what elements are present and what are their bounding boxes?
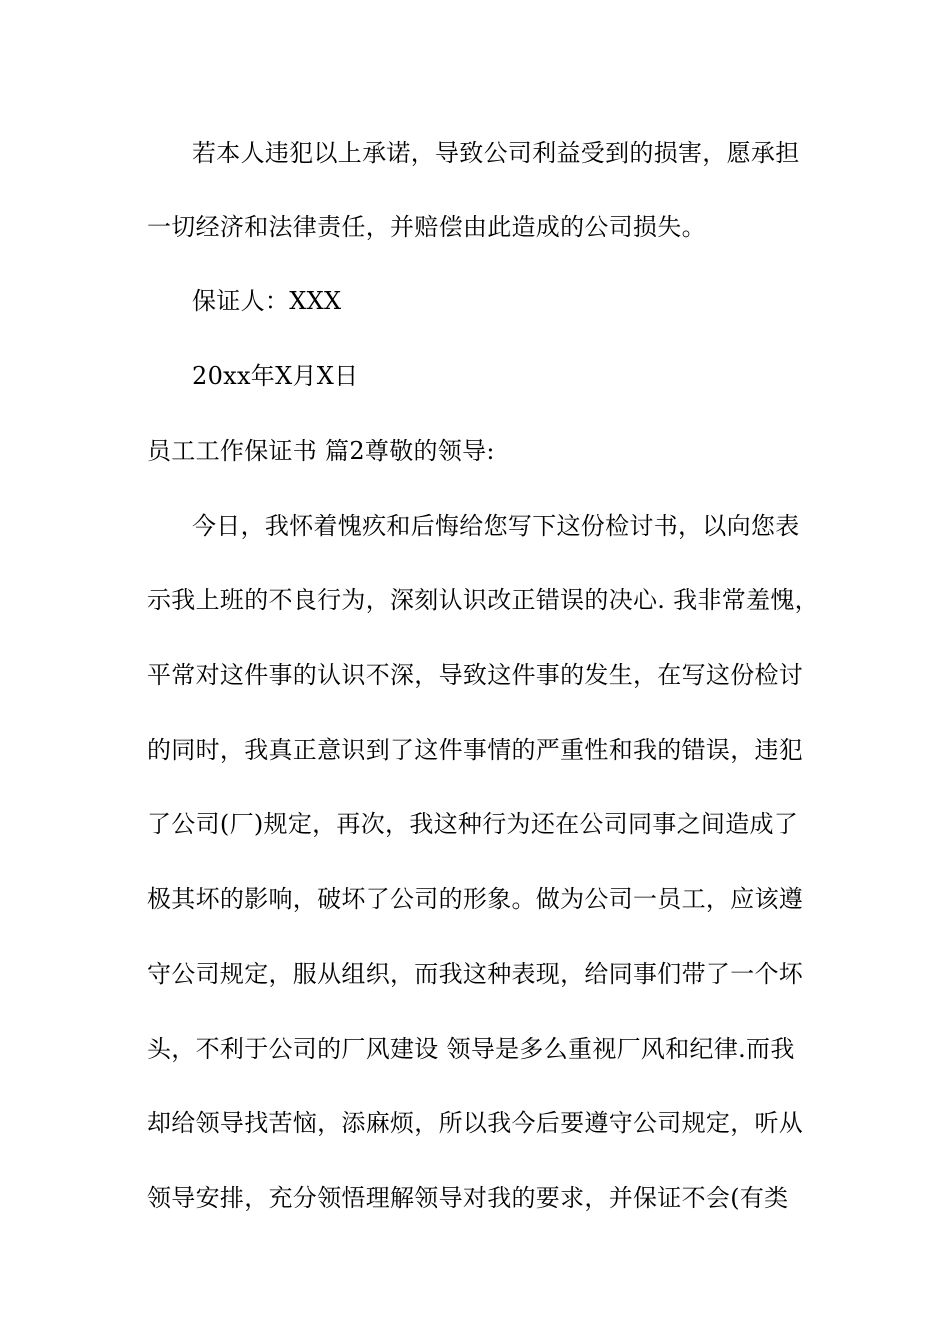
paragraph-1-line-1: 若本人违犯以上承诺，导致公司利益受到的损害，愿承担 xyxy=(192,139,800,167)
paragraph-2-line-1: 今日，我怀着愧疚和后悔给您写下这份检讨书，以向您表 xyxy=(192,512,800,540)
paragraph-2-line-7: 守公司规定，服从组织，而我这种表现，给同事们带了一个坏 xyxy=(147,960,804,988)
section-heading: 员工工作保证书 篇2尊敬的领导: xyxy=(147,437,495,465)
guarantor-line: 保证人：XXX xyxy=(192,287,342,315)
paragraph-2-line-10: 领导安排，充分领悟理解领导对我的要求，并保证不会(有类 xyxy=(147,1184,789,1212)
paragraph-2-line-3: 平常对这件事的认识不深，导致这件事的发生，在写这份检讨 xyxy=(147,661,804,689)
paragraph-2-line-5: 了公司(厂)规定，再次，我这种行为还在公司同事之间造成了 xyxy=(147,810,799,838)
paragraph-2-line-8: 头，不利于公司的厂风建设 领导是多么重视厂风和纪律.而我 xyxy=(147,1035,795,1063)
paragraph-2-line-2: 示我上班的不良行为，深刻认识改正错误的决心. 我非常羞愧， xyxy=(147,586,819,614)
paragraph-2-line-6: 极其坏的影响，破坏了公司的形象。做为公司一员工，应该遵 xyxy=(147,885,804,913)
date-line: 20xx年X月X日 xyxy=(192,362,359,390)
paragraph-2-line-4: 的同时，我真正意识到了这件事情的严重性和我的错误，违犯 xyxy=(147,736,804,764)
paragraph-1-line-2: 一切经济和法律责任，并赔偿由此造成的公司损失。 xyxy=(147,213,706,241)
paragraph-2-line-9: 却给领导找苦恼，添麻烦，所以我今后要遵守公司规定，听从 xyxy=(147,1109,804,1137)
